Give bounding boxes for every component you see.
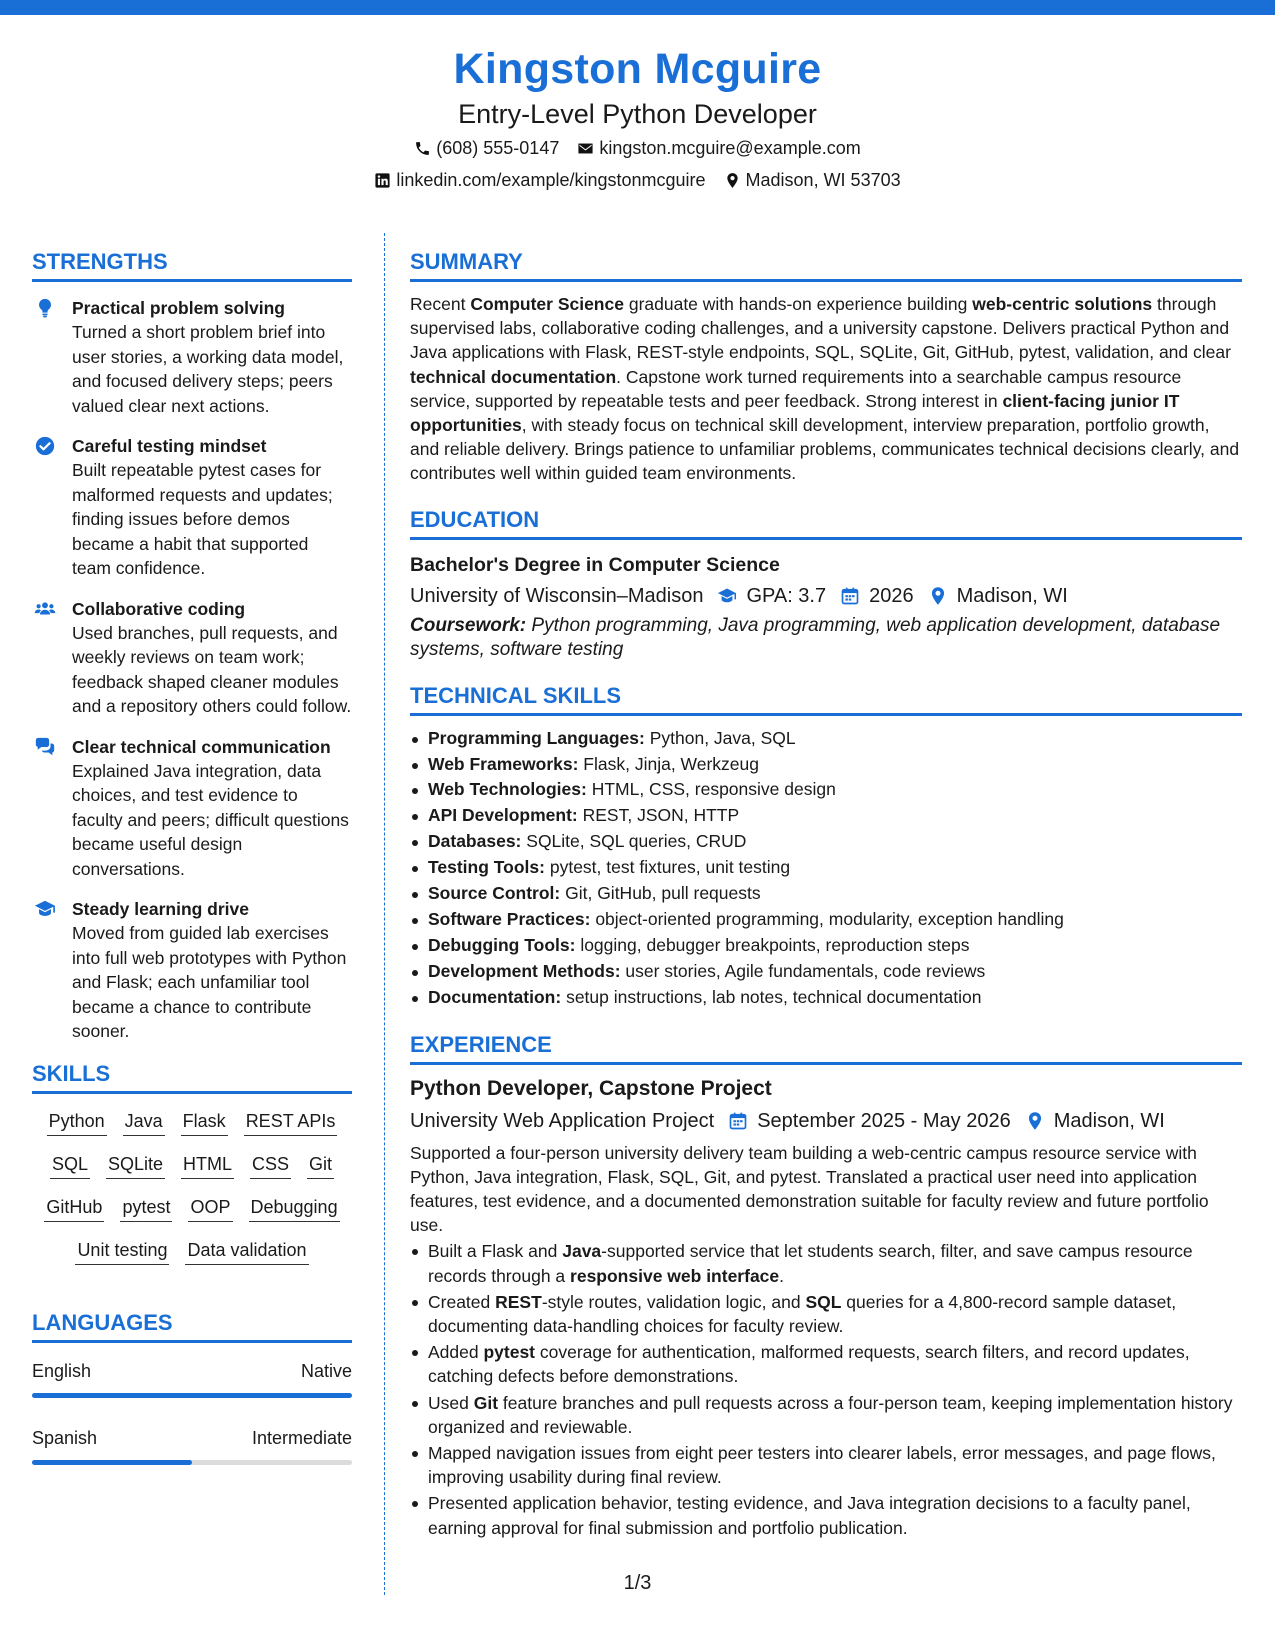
column-divider — [384, 233, 385, 1595]
text-segment: , with steady focus on technical skill development, interview preparation, portfolio growth, and reliable delivery. Brings patience to unfamiliar problems, communicates technical decisions clearly, and contributes well within guided team environments. — [410, 415, 1240, 484]
strength-item — [32, 897, 352, 1044]
language-row — [32, 1359, 352, 1383]
experience-bullet — [410, 1290, 1242, 1338]
skill-category: Web Frameworks: — [428, 753, 579, 774]
skill-chip: Debugging — [249, 1194, 340, 1222]
text-segment: Mapped navigation issues from eight peer testers into clearer labels, error messages, and page flows, improving usability during final review. — [428, 1443, 1216, 1488]
language-proficiency-fill — [32, 1460, 192, 1465]
map-pin-icon — [1025, 1111, 1045, 1131]
graduation-cap-icon — [717, 586, 737, 606]
skill-chip: Python — [47, 1108, 107, 1136]
strength-heading: Collaborative coding — [72, 598, 246, 619]
strength-item — [32, 296, 352, 418]
strength-item — [32, 735, 352, 882]
strength-item — [32, 597, 352, 719]
experience-bullet — [410, 1391, 1242, 1439]
location-item — [724, 167, 901, 193]
skill-chip: SQLite — [106, 1151, 165, 1179]
lightbulb-icon — [34, 296, 60, 321]
languages-heading: LANGUAGES — [32, 1309, 352, 1343]
strengths-section — [32, 248, 352, 1044]
technical-skill-item — [410, 985, 1242, 1011]
skill-chip: Unit testing — [75, 1237, 169, 1265]
strength-description: Explained Java integration, data choices, and test evidence to faculty and peers; difficult questions became useful design conversations. — [72, 760, 349, 879]
job-dates: September 2025 - May 2026 — [757, 1109, 1011, 1132]
technical-skill-item — [410, 933, 1242, 959]
left-column — [32, 248, 352, 1493]
strength-heading: Steady learning drive — [72, 899, 250, 919]
language-proficiency-fill — [32, 1393, 352, 1398]
summary-text — [410, 292, 1242, 486]
strength-body — [72, 897, 352, 1044]
skill-category: Databases: — [428, 831, 522, 852]
org-item — [410, 1107, 714, 1135]
bold-text: client-facing junior IT opportunities — [410, 390, 1180, 436]
technical-skill-item — [410, 726, 1242, 752]
text-segment: . Capstone work turned requirements into a searchable campus resource service, supported by repeatable tests and peer feedback. Strong interest in — [410, 366, 1182, 411]
skill-values: user stories, Agile fundamentals, code reviews — [625, 960, 986, 981]
language-row — [32, 1426, 352, 1450]
experience-section — [410, 1031, 1242, 1540]
bold-text: Git — [473, 1392, 499, 1413]
top-accent-bar — [0, 0, 1275, 15]
skill-chip: OOP — [188, 1194, 232, 1222]
technical-skill-item — [410, 752, 1242, 778]
strengths-list — [32, 296, 352, 1044]
comments-icon — [34, 735, 60, 760]
strength-body — [72, 597, 352, 719]
summary-heading: SUMMARY — [410, 248, 1242, 282]
text-segment: Added — [428, 1342, 484, 1363]
skill-chip: Java — [123, 1108, 165, 1136]
language-item — [32, 1426, 352, 1465]
dates-item — [728, 1107, 1011, 1135]
language-level: Native — [300, 1360, 352, 1381]
technical-skills-section — [410, 682, 1242, 1011]
edu-location-item — [928, 582, 1068, 610]
email-item[interactable] — [577, 135, 860, 161]
skill-chip: GitHub — [44, 1194, 104, 1222]
strength-heading: Practical problem solving — [72, 298, 285, 318]
map-pin-icon — [724, 172, 741, 189]
technical-skills-list — [410, 726, 1242, 1011]
email-text: kingston.mcguire@example.com — [599, 138, 861, 158]
contact-row-2 — [0, 167, 1275, 193]
skill-chip: REST APIs — [244, 1108, 338, 1136]
bold-text: Computer Science — [470, 294, 624, 314]
strength-description: Moved from guided lab exercises into full web prototypes with Python and Flask; each unfamiliar tool became a chance to contribute sooner. — [72, 923, 347, 1041]
skill-category: Debugging Tools: — [428, 934, 576, 955]
phone-text: (608) 555-0147 — [436, 138, 560, 158]
skill-category: Source Control: — [428, 883, 561, 904]
technical-skill-item — [410, 855, 1242, 881]
skill-category: Web Technologies: — [428, 779, 587, 800]
resume-header — [0, 44, 1275, 193]
technical-skills-heading: TECHNICAL SKILLS — [410, 682, 1242, 716]
map-pin-icon — [928, 586, 948, 606]
text-segment: through supervised labs, collaborative coding challenges, and a university capstone. Delivers practical Python and Java applications with Flask, REST-style endpoints, SQL, SQLite, Git, GitHub, pytest, validation, and clear — [410, 294, 1231, 363]
coursework-label: Coursework: — [410, 614, 527, 636]
language-level: Intermediate — [251, 1427, 352, 1448]
skill-category: API Development: — [428, 805, 578, 826]
coursework — [410, 614, 1242, 662]
text-segment: -style routes, validation logic, and — [541, 1291, 806, 1312]
linkedin-icon — [374, 172, 391, 189]
org-name: University Web Application Project — [410, 1109, 715, 1132]
text-segment: graduate with hands-on experience building — [623, 294, 973, 314]
strength-description: Built repeatable pytest cases for malformed requests and updates; finding issues before demos became a habit that supported team confidence. — [72, 460, 333, 578]
skill-category: Programming Languages: — [428, 727, 645, 748]
strength-item — [32, 434, 352, 581]
experience-bullet — [410, 1491, 1242, 1539]
text-segment: -supported service that let students search, filter, and save campus resource records through a — [428, 1241, 1193, 1286]
skill-values: REST, JSON, HTTP — [582, 805, 740, 826]
skill-chip: CSS — [250, 1151, 291, 1179]
language-name: Spanish — [32, 1427, 98, 1448]
linkedin-text: linkedin.com/example/kingstonmcguire — [396, 170, 706, 190]
skill-category: Development Methods: — [428, 960, 621, 981]
candidate-name: Kingston Mcguire — [453, 45, 822, 93]
bold-text: SQL — [805, 1291, 842, 1312]
language-proficiency-bar — [32, 1393, 352, 1398]
skill-values: setup instructions, lab notes, technical documentation — [566, 986, 982, 1007]
coursework-text: Python programming, Java programming, web application development, database systems, software testing — [410, 614, 1221, 660]
graduation-cap-icon — [34, 897, 60, 922]
skill-values: Python, Java, SQL — [649, 727, 796, 748]
skill-chip: Flask — [181, 1108, 228, 1136]
job-meta — [410, 1107, 1242, 1135]
skills-section — [32, 1060, 352, 1265]
candidate-title: Entry-Level Python Developer — [458, 99, 817, 129]
skill-values: logging, debugger breakpoints, reproduction steps — [580, 934, 970, 955]
edu-location: Madison, WI — [956, 584, 1068, 607]
bold-text: Java — [562, 1241, 602, 1262]
technical-skill-item — [410, 829, 1242, 855]
strength-heading: Clear technical communication — [72, 736, 331, 757]
strength-body — [72, 434, 352, 581]
technical-skill-item — [410, 803, 1242, 829]
education-section — [410, 506, 1242, 662]
job-description: Supported a four-person university delivery team building a web-centric campus resource service with Python, Java integration, Flask, SQL, Git, and pytest. Translated a practical user need into application features, test evidence, and a documented demonstration suitable for faculty review and future portfolio use. — [410, 1142, 1209, 1236]
language-name: English — [32, 1360, 92, 1381]
job-location: Madison, WI — [1053, 1109, 1165, 1132]
skill-values: Flask, Jinja, Werkzeug — [583, 753, 760, 774]
skill-values: HTML, CSS, responsive design — [591, 779, 836, 800]
summary-section — [410, 248, 1242, 486]
text-segment: . — [779, 1265, 785, 1286]
languages-list — [32, 1359, 352, 1465]
skill-values: object-oriented programming, modularity, exception handling — [595, 908, 1064, 929]
job-title: Python Developer, Capstone Project — [410, 1076, 772, 1100]
check-circle-icon — [34, 434, 60, 459]
skill-category: Software Practices: — [428, 908, 591, 929]
strength-heading: Careful testing mindset — [72, 436, 267, 456]
strength-body — [72, 296, 352, 418]
school-item — [410, 582, 703, 610]
skill-chip: Git — [307, 1151, 334, 1179]
skill-chip: HTML — [181, 1151, 234, 1179]
skill-chip: pytest — [120, 1194, 172, 1222]
experience-bullet — [410, 1441, 1242, 1489]
strengths-heading: STRENGTHS — [32, 248, 352, 282]
technical-skill-item — [410, 777, 1242, 803]
experience-bullet — [410, 1340, 1242, 1388]
strength-description: Turned a short problem brief into user stories, a working data model, and focused delivery steps; peers valued clear next actions. — [72, 322, 344, 416]
education-heading: EDUCATION — [410, 506, 1242, 540]
skill-chip: Data validation — [185, 1237, 308, 1265]
degree-title: Bachelor's Degree in Computer Science — [410, 553, 780, 576]
skill-chip: SQL — [50, 1151, 90, 1179]
education-meta — [410, 582, 1242, 610]
calendar-icon — [840, 586, 860, 606]
experience-bullet — [410, 1239, 1242, 1287]
bold-text: pytest — [483, 1342, 536, 1363]
gpa-item — [717, 582, 826, 610]
right-column — [410, 248, 1242, 1560]
skills-list — [32, 1108, 352, 1265]
text-segment: Built a Flask and — [428, 1241, 563, 1262]
skills-heading: SKILLS — [32, 1060, 352, 1094]
technical-skill-item — [410, 881, 1242, 907]
year-item — [840, 582, 914, 610]
text-segment: feature branches and pull requests across a four-person team, keeping implementation history organized and reviewable. — [428, 1392, 1233, 1437]
skill-values: SQLite, SQL queries, CRUD — [526, 831, 747, 852]
strength-body — [72, 735, 352, 882]
phone-icon — [414, 140, 431, 157]
text-segment: coverage for authentication, malformed requests, search filters, and record updates, catching defects before demonstrations. — [428, 1342, 1190, 1387]
skill-category: Documentation: — [428, 986, 562, 1007]
experience-bullets — [410, 1239, 1242, 1539]
bold-text: REST — [495, 1291, 542, 1312]
skill-values: Git, GitHub, pull requests — [565, 883, 761, 904]
school-name: University of Wisconsin–Madison — [410, 584, 704, 607]
bold-text: responsive web interface — [570, 1265, 780, 1286]
languages-section — [32, 1309, 352, 1465]
text-segment: Recent — [410, 294, 471, 314]
job-location-item — [1025, 1107, 1165, 1135]
bold-text: technical documentation — [410, 366, 617, 387]
calendar-icon — [728, 1111, 748, 1131]
bold-text: web-centric solutions — [972, 294, 1153, 314]
technical-skill-item — [410, 907, 1242, 933]
strength-description: Used branches, pull requests, and weekly reviews on team work; feedback shaped cleaner modules and a repository others could follow. — [72, 622, 352, 716]
experience-heading: EXPERIENCE — [410, 1031, 1242, 1065]
language-item — [32, 1359, 352, 1398]
technical-skill-item — [410, 959, 1242, 985]
gpa-text: GPA: 3.7 — [746, 584, 827, 607]
contact-row-1 — [0, 135, 1275, 161]
text-segment: Used — [428, 1392, 474, 1413]
page-number: 1/3 — [623, 1572, 652, 1594]
phone-item[interactable] — [414, 135, 559, 161]
text-segment: Presented application behavior, testing evidence, and Java integration decisions to a faculty panel, earning approval for final submission and portfolio publication. — [428, 1493, 1191, 1538]
location-text: Madison, WI 53703 — [745, 170, 901, 190]
text-segment: queries for a 4,800-record sample dataset, documenting data-handling choices for faculty review. — [428, 1291, 1177, 1337]
envelope-icon — [577, 140, 594, 157]
linkedin-item[interactable] — [374, 167, 705, 193]
skill-category: Testing Tools: — [428, 857, 545, 878]
users-icon — [34, 597, 60, 622]
grad-year: 2026 — [869, 584, 914, 607]
language-proficiency-bar — [32, 1460, 352, 1465]
text-segment: Created — [428, 1291, 496, 1312]
skill-values: pytest, test fixtures, unit testing — [549, 857, 791, 878]
